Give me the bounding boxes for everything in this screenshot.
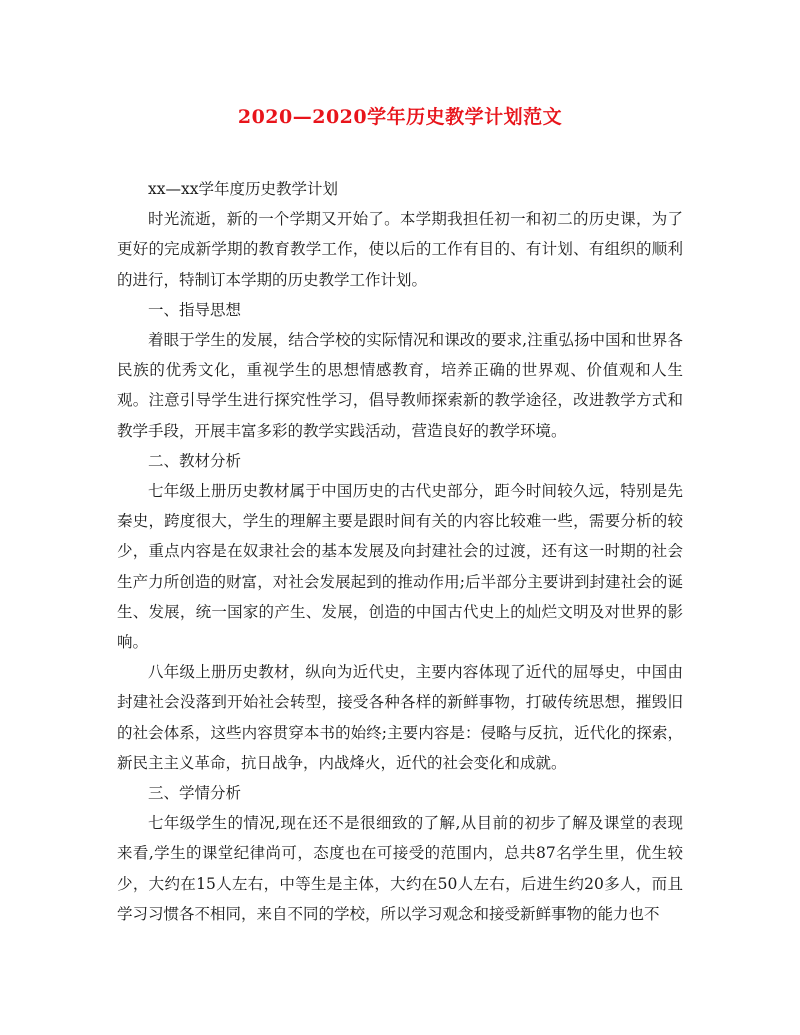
section-heading-guiding-ideology: 一、指导思想 xyxy=(148,300,242,319)
intro-paragraph: 时光流逝，新的一个学期又开始了。本学期我担任初一和初二的历史课，为了更好的完成新学期的教育教学工作，使以后的工作有目的、有计划、有组织的顺利的进行，特制订本学期的历史教学工作计划。 xyxy=(117,210,683,289)
document-body xyxy=(117,174,683,929)
plan-subtitle: xx—xx学年度历史教学计划 xyxy=(148,180,338,198)
section-heading-student-analysis: 三、学情分析 xyxy=(148,784,242,803)
grade7-textbook-paragraph: 七年级上册历史教材属于中国历史的古代史部分，距今时间较久远，特别是先秦史，跨度很大，学生的理解主要是跟时间有关的内容比较难一些，需要分析的较少，重点内容是在奴隶社会的基本发展及向封建社会的过渡，还有这一时期的社会生产力所创造的财富，对社会发展起到的推动作用;后半部分主要讲到封建社会的诞生、发展，统一国家的产生、发展，创造的中国古代史上的灿烂文明及对世界的影响。 xyxy=(117,482,683,652)
student-analysis-paragraph: 七年级学生的情况,现在还不是很细致的了解,从目前的初步了解及课堂的表现来看,学生的课堂纪律尚可，态度也在可接受的范围内，总共87名学生里，优生较少，大约在15人左右，中等生是主体，大约在50人左右，后进生约20多人，而且学习习惯各不相同，来自不同的学校，所以学习观念和接受新鲜事物的能力也不 xyxy=(117,814,683,923)
document-title: 2020—2020学年历史教学计划范文 xyxy=(237,106,563,128)
guiding-ideology-paragraph: 着眼于学生的发展，结合学校的实际情况和课改的要求,注重弘扬中国和世界各民族的优秀文化，重视学生的思想情感教育，培养正确的世界观、价值观和人生观。注意引导学生进行探究性学习，倡导教师探索新的教学途径，改进教学方式和教学手段，开展丰富多彩的教学实践活动，营造良好的教学环境。 xyxy=(117,331,683,440)
grade8-textbook-paragraph: 八年级上册历史教材，纵向为近代史，主要内容体现了近代的屈辱史，中国由封建社会没落到开始社会转型，接受各种各样的新鲜事物，打破传统思想，摧毁旧的社会体系，这些内容贯穿本书的始终;主要内容是：侵略与反抗，近代化的探索，新民主主义革命，抗日战争，内战烽火，近代的社会变化和成就。 xyxy=(117,663,683,772)
section-heading-textbook-analysis: 二、教材分析 xyxy=(148,451,242,470)
